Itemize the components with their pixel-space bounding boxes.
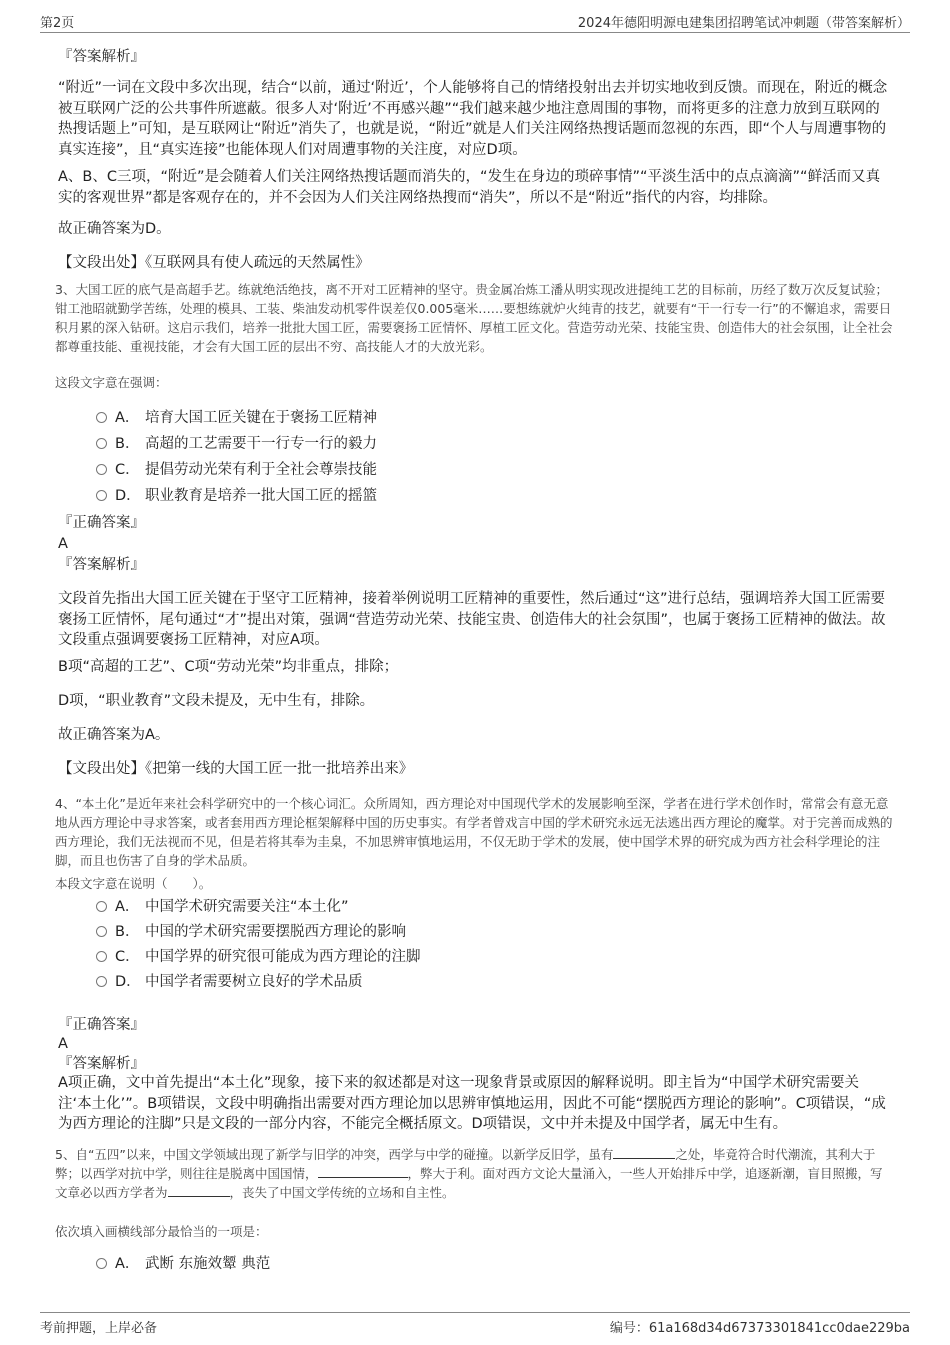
q3-option-d[interactable]: D． 职业教育是培养一批大国工匠的摇篮 [96, 486, 377, 506]
radio-icon[interactable] [96, 1258, 107, 1269]
page-footer [40, 1312, 910, 1335]
q4-answer-label: 『正确答案』 [58, 1017, 145, 1033]
q2-source: 【文段出处】《互联网具有使人疏远的天然属性》 [58, 255, 370, 271]
fill-blank-1 [613, 1146, 675, 1159]
page-number: 第2页 [40, 16, 75, 31]
radio-icon[interactable] [96, 464, 107, 475]
q3-analysis-paragraph-2: B项“高超的工艺”、C项“劳动光荣”均非重点，排除； [58, 659, 399, 675]
q4-analysis-label: 『答案解析』 [58, 1056, 145, 1072]
q4-option-a[interactable]: A． 中国学术研究需要关注“本土化” [96, 897, 349, 917]
document-code: 编号：61a168d34d67373301841cc0dae229ba [609, 1321, 910, 1336]
q5-prompt: 依次填入画横线部分最恰当的一项是： [55, 1224, 268, 1239]
q4-option-b[interactable]: B． 中国的学术研究需要摆脱西方理论的影响 [96, 922, 406, 942]
radio-icon[interactable] [96, 438, 107, 449]
q4-stem: 4、“本土化”是近年来社会科学研究中的一个核心词汇。众所周知，西方理论对中国现代学术的发展影响至深，学者在进行学术创作时，常常会有意无意地从西方理论中寻求答案，或者套用西方理论框架解释中国的历史事实。有学者曾戏言中国的学术研究永远无法逃出西方理论的魔掌。对于完善而成熟的西方理论，我们无法视而不见，但是若将其奉为圭臬，不加思辨审慎地运用，不仅无助于学术的发展，使中国学术界的研究成为西方社会科学理论的注脚，而且也伤害了自身的学术品质。 [55, 796, 893, 868]
radio-icon[interactable] [96, 926, 107, 937]
q2-conclusion: 故正确答案为D。 [58, 221, 171, 237]
radio-icon[interactable] [96, 490, 107, 501]
footer-slogan: 考前押题，上岸必备 [40, 1321, 158, 1336]
q3-answer: A [58, 536, 68, 552]
q5-option-a[interactable]: A． 武断 东施效颦 典范 [96, 1254, 270, 1274]
q2-analysis-paragraph-2: A、B、C三项，“附近”是会随着人们关注网络热搜话题而消失的，“发生在身边的琐碎事情”“平淡生活中的点点滴滴”“鲜活而又真实的客观世界”都是客观存在的，并不会因为人们关注网络热搜而“消失”，所以不是“附近”指代的内容，均排除。 [58, 169, 881, 206]
radio-icon[interactable] [96, 951, 107, 962]
q4-prompt: 本段文字意在说明（ ）。 [55, 876, 212, 891]
q4-answer: A [58, 1036, 68, 1052]
q3-analysis-label: 『答案解析』 [58, 557, 145, 573]
q2-analysis-paragraph-1: “附近”一词在文段中多次出现，结合“以前，通过‘附近’，个人能够将自己的情绪投射出去并切实地收到反馈。而现在，附近的概念被互联网广泛的公共事件所遮蔽。很多人对‘附近’不再感兴趣”“我们越来越少地注意周围的事物，而将更多的注意力放到互联网的热搜话题上”可知，是互联网让“附近”消失了，也就是说，“附近”就是人们关注网络热搜话题而忽视的东西，即“个人与周遭事物的真实连接”，且“真实连接”也能体现人们对周遭事物的关注度，对应D项。 [58, 80, 888, 158]
radio-icon[interactable] [96, 976, 107, 987]
q3-analysis-paragraph-3: D项，“职业教育”文段未提及，无中生有，排除。 [58, 693, 375, 709]
q3-answer-label: 『正确答案』 [58, 515, 145, 531]
fill-blank-2 [318, 1165, 408, 1178]
q4-analysis: A项正确，文中首先提出“本土化”现象，接下来的叙述都是对这一现象背景或原因的解释说明。即主旨为“中国学术研究需要关注‘本土化’”。B项错误，文段中明确指出需要对西方理论加以思辨审慎地运用，因此不可能“摆脱西方理论的影响”。C项错误，“成为西方理论的注脚”只是文段的一部分内容，不能完全概括原文。D项错误，文中并未提及中国学者，属无中生有。 [58, 1075, 886, 1132]
radio-icon[interactable] [96, 412, 107, 423]
q3-prompt: 这段文字意在强调： [55, 375, 168, 390]
q5-stem: 5、自“五四”以来，中国文学领域出现了新学与旧学的冲突，西学与中学的碰撞。以新学反旧学，虽有 之处，毕竟符合时代潮流，其利大于弊；以西学对抗中学，则往往是脱离中国国情， ，弊大于利。面对西方文论大量涌入，一些人开始排斥中学，追逐新潮，盲目照搬，写文章必以西方学者为 ，丧失了中国文学传统的立场和自主性。 [55, 1147, 883, 1200]
q3-source: 【文段出处】《把第一线的大国工匠一批一批培养出来》 [58, 761, 414, 777]
document-title: 2024年德阳明源电建集团招聘笔试冲刺题（带答案解析） [577, 16, 910, 31]
q3-option-a[interactable]: A． 培育大国工匠关键在于褒扬工匠精神 [96, 408, 377, 428]
q3-stem: 3、大国工匠的底气是高超手艺。练就绝活绝技，离不开对工匠精神的坚守。贵金属冶炼工潘从明实现改进提纯工艺的目标前，历经了数万次反复试验；钳工池昭就勤学苦练，处理的模具、工装、柴油发动机零件误差仅0.005毫米……要想练就炉火纯青的技艺，就要有“干一行专一行”的不懈追求，需要日积月累的深入钻研。这启示我们，培养一批批大国工匠，需要褒扬工匠情怀、厚植工匠文化。营造劳动光荣、技能宝贵、创造伟大的社会氛围，让全社会都尊重技能、重视技能，才会有大国工匠的层出不穷、高技能人才的大放光彩。 [55, 282, 893, 354]
radio-icon[interactable] [96, 901, 107, 912]
q3-option-b[interactable]: B． 高超的工艺需要干一行专一行的毅力 [96, 434, 377, 454]
q4-option-c[interactable]: C． 中国学界的研究很可能成为西方理论的注脚 [96, 947, 421, 967]
q4-option-d[interactable]: D． 中国学者需要树立良好的学术品质 [96, 972, 363, 992]
q3-analysis-paragraph-1: 文段首先指出大国工匠关键在于坚守工匠精神，接着举例说明工匠精神的重要性，然后通过“这”进行总结，强调培养大国工匠需要褒扬工匠情怀，尾句通过“才”提出对策，强调“营造劳动光荣、技能宝贵、创造伟大的社会氛围”，也属于褒扬工匠精神的做法。故文段重点强调要褒扬工匠精神，对应A项。 [58, 591, 886, 648]
q2-analysis-label: 『答案解析』 [58, 49, 145, 65]
page-header [40, 12, 910, 33]
q3-conclusion: 故正确答案为A。 [58, 727, 170, 743]
fill-blank-3 [168, 1184, 230, 1197]
q3-option-c[interactable]: C． 提倡劳动光荣有利于全社会尊崇技能 [96, 460, 377, 480]
